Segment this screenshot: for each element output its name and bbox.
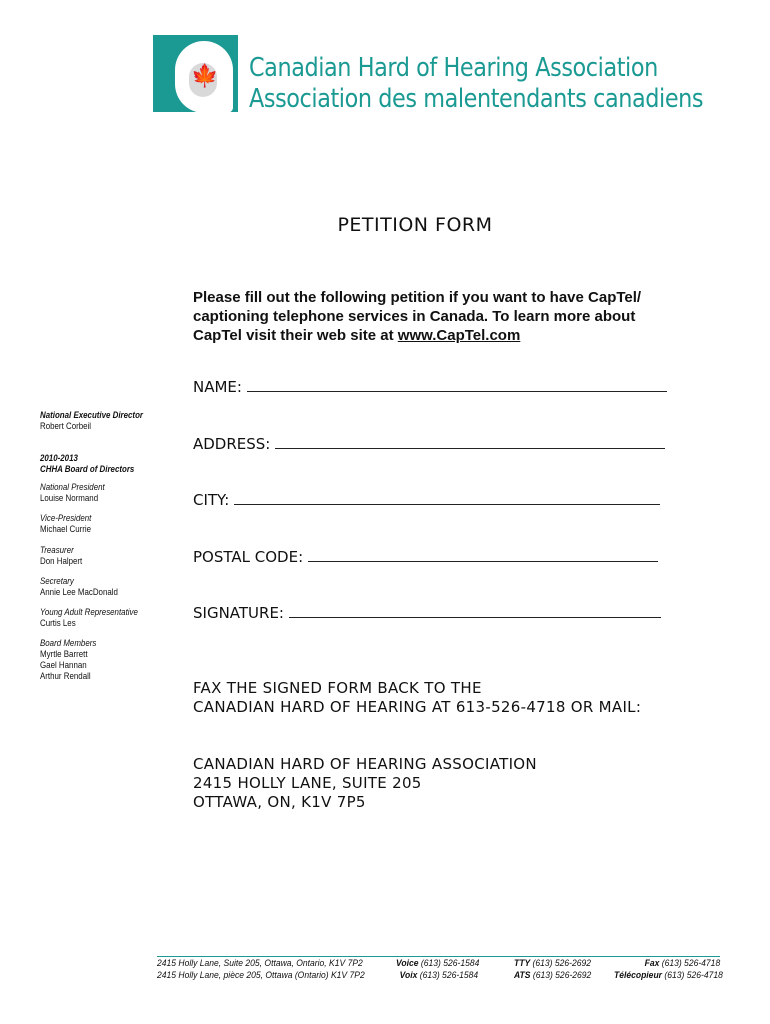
postal-code-field[interactable]	[193, 547, 658, 566]
address-field[interactable]	[193, 434, 665, 453]
maple-leaf-icon: 🍁	[191, 63, 219, 88]
mail-line-3: OTTAWA, ON, K1V 7P5	[193, 793, 366, 811]
intro-paragraph	[193, 288, 653, 345]
footer-voice	[396, 958, 479, 982]
board-years: 2010-2013	[40, 453, 78, 463]
ats-number: (613) 526-2692	[530, 970, 592, 981]
city-line[interactable]	[234, 490, 660, 505]
fax-number: (613) 526-4718	[659, 958, 721, 969]
fax-line-1: FAX THE SIGNED FORM BACK TO THE	[193, 679, 482, 697]
ats-label: ATS	[514, 970, 531, 981]
vp-name: Michael Currie	[40, 524, 92, 534]
footer-address-fr: 2415 Holly Lane, pièce 205, Ottawa (Ontario) K1V 7P2	[157, 970, 365, 981]
president-role: National President	[40, 482, 105, 492]
footer-address	[157, 958, 365, 982]
voix-number: (613) 526-1584	[417, 970, 479, 981]
name-line[interactable]	[247, 377, 667, 392]
youth-role: Young Adult Representative	[40, 607, 138, 617]
name-label: NAME:	[193, 378, 242, 396]
members-role: Board Members	[40, 638, 97, 648]
ned-role: National Executive Director	[40, 410, 144, 420]
telecopieur-label: Télécopieur	[614, 970, 662, 981]
ned-name: Robert Corbeil	[40, 421, 92, 431]
member-name: Myrtle Barrett	[40, 649, 88, 659]
sidebar-treasurer	[40, 545, 82, 567]
footer-divider	[157, 956, 720, 957]
logo-name-en: Canadian Hard of Hearing Association	[249, 53, 658, 83]
voice-number: (613) 526-1584	[418, 958, 480, 969]
treasurer-name: Don Halpert	[40, 556, 83, 566]
name-field[interactable]	[193, 377, 667, 396]
footer-tty	[514, 958, 591, 982]
telecopieur-number: (613) 526-4718	[661, 970, 723, 981]
city-field[interactable]	[193, 490, 660, 509]
signature-field[interactable]	[193, 603, 661, 622]
captel-link[interactable]: www.CapTel.com	[397, 327, 521, 344]
voix-label: Voix	[399, 970, 418, 981]
member-name: Arthur Rendall	[40, 671, 91, 681]
mail-address	[193, 755, 537, 812]
sidebar-members	[40, 638, 96, 682]
fax-instructions	[193, 679, 641, 717]
postal-code-line[interactable]	[308, 547, 658, 562]
sidebar-youth	[40, 607, 138, 629]
intro-text: Please fill out the following petition if you want to have CapTel/ captioning telephone services in Canada. To learn more about CapTel visit their web site at	[193, 289, 642, 344]
signature-label: SIGNATURE:	[193, 604, 284, 622]
sidebar-board	[40, 453, 134, 475]
logo-name-fr: Association des malentendants canadiens	[249, 84, 704, 114]
postal-code-label: POSTAL CODE:	[193, 548, 304, 566]
tty-number: (613) 526-2692	[530, 958, 592, 969]
sidebar-vp	[40, 513, 91, 535]
mail-line-1: CANADIAN HARD OF HEARING ASSOCIATION	[193, 755, 537, 773]
logo-emblem	[153, 35, 238, 112]
voice-label: Voice	[396, 958, 419, 969]
member-name: Gael Hannan	[40, 660, 87, 670]
secretary-name: Annie Lee MacDonald	[40, 587, 118, 597]
mail-line-2: 2415 HOLLY LANE, SUITE 205	[193, 774, 422, 792]
vp-role: Vice-President	[40, 513, 92, 523]
tty-label: TTY	[514, 958, 531, 969]
president-name: Louise Normand	[40, 493, 99, 503]
signature-line[interactable]	[289, 603, 661, 618]
fax-label: Fax	[644, 958, 660, 969]
treasurer-role: Treasurer	[40, 545, 74, 555]
address-label: ADDRESS:	[193, 435, 271, 453]
fax-line-2: CANADIAN HARD OF HEARING AT 613-526-4718 OR MAIL:	[193, 698, 642, 716]
address-line[interactable]	[275, 434, 665, 449]
youth-name: Curtis Les	[40, 618, 76, 628]
sidebar-ned	[40, 410, 143, 432]
footer-fax	[614, 958, 723, 982]
board-title: CHHA Board of Directors	[40, 464, 135, 474]
sidebar-secretary	[40, 576, 118, 598]
footer-address-en: 2415 Holly Lane, Suite 205, Ottawa, Ontario, K1V 7P2	[157, 958, 363, 969]
page-title: PETITION FORM	[337, 214, 493, 236]
sidebar-president	[40, 482, 105, 504]
secretary-role: Secretary	[40, 576, 74, 586]
city-label: CITY:	[193, 491, 230, 509]
